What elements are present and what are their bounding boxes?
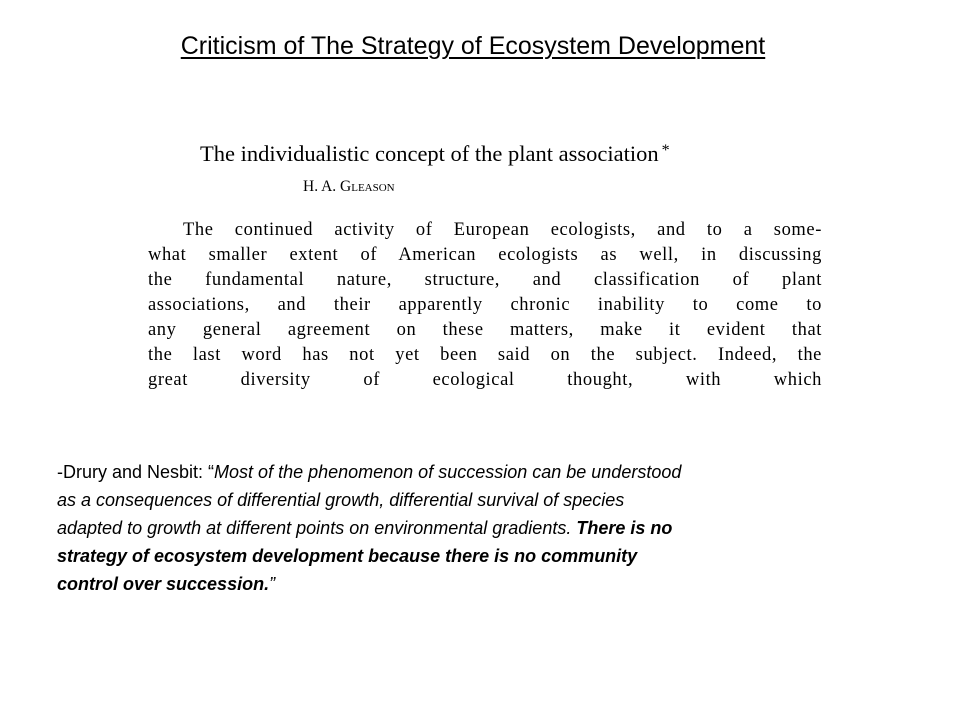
quote-bold-text: control over succession. xyxy=(57,574,270,594)
quote-line: as a consequences of differential growth, differential survival of species xyxy=(57,490,625,510)
scanned-article-excerpt xyxy=(140,130,830,392)
quote-italic-text: adapted to growth at different points on environmental gradients. xyxy=(57,518,577,538)
quote-close-mark: ” xyxy=(269,574,276,594)
article-line: the last word has not yet been said on the subject. Indeed, the xyxy=(148,345,822,365)
quote-line xyxy=(57,514,897,542)
article-line: what smaller extent of American ecologists as well, in discussing xyxy=(148,245,822,265)
quote-bold-text: There is no xyxy=(576,518,673,538)
quote-attribution: -Drury and Nesbit: “ xyxy=(57,462,215,482)
article-author xyxy=(303,176,395,198)
author-surname: Gleason xyxy=(340,178,395,195)
article-line: any general agreement on these matters, make it evident that xyxy=(148,320,822,340)
quote-line xyxy=(57,570,897,598)
article-line: the fundamental nature, structure, and classification of plant xyxy=(148,270,822,290)
article-line: associations, and their apparently chronic inability to come to xyxy=(148,295,822,315)
author-initials: H. A. xyxy=(303,178,337,195)
quote-italic-text: Most of the phenomenon of succession can be understood xyxy=(214,462,682,482)
article-heading xyxy=(200,136,820,169)
footnote-mark: * xyxy=(661,142,670,159)
article-heading-text: The individualistic concept of the plant association xyxy=(200,141,659,166)
quote-line xyxy=(57,458,897,486)
article-line-cut: great diversity of ecological thought, with which xyxy=(148,370,822,390)
article-line: The continued activity of European ecologists, and to a some- xyxy=(183,220,822,240)
slide-title: Criticism of The Strategy of Ecosystem Development xyxy=(180,32,766,60)
quote-block xyxy=(57,458,897,598)
quote-line: strategy of ecosystem development because there is no community xyxy=(57,546,638,566)
article-body xyxy=(148,218,822,392)
